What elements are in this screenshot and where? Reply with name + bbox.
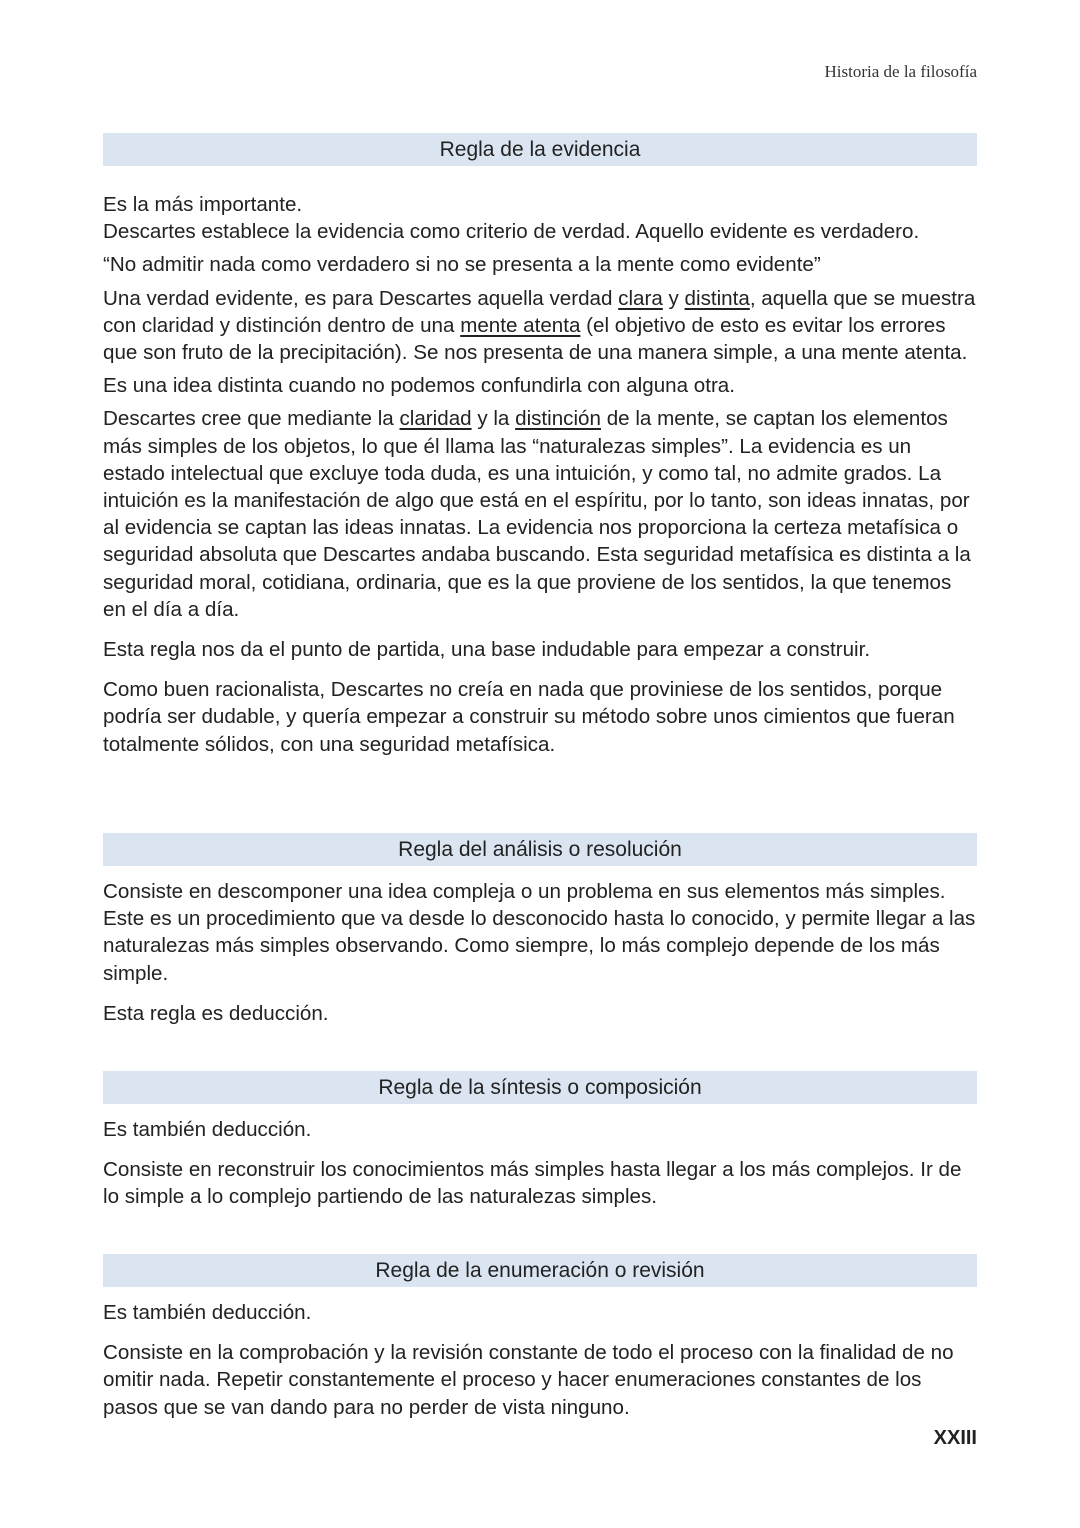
underlined-term: claridad xyxy=(399,407,472,431)
paragraph: Es la más importante. xyxy=(103,193,303,216)
paragraph: Como buen racionalista, Descartes no creía en nada que proviniese de los sentidos, porque podría ser dudable, y quería empezar a construir su método sobre unos cimientos que fueran totalmente sólidos, con una seguridad metafísica. xyxy=(103,678,955,756)
section-title-analisis: Regla del análisis o resolución xyxy=(103,833,977,866)
page-header-title: Historia de la filosofía xyxy=(824,62,977,81)
quote-paragraph: “No admitir nada como verdadero si no se presenta a la mente como evidente” xyxy=(103,253,821,277)
paragraph: Descartes cree que mediante la claridad y la distinción de la mente, se captan los elementos más simples de los objetos, lo que él llama las “naturalezas simples”. La evidencia es un estado intelectual que excluye toda duda, es una intuición, y como tal, no admite grados. La intuición es la manifestación de algo que está en el espíritu, por lo tanto, son ideas innatas, por al evidencia se captan las ideas innatas. La evidencia nos proporciona la certeza metafísica o seguridad absoluta que Descartes andaba buscando. Esta seguridad metafísica es distinta a la seguridad moral, cotidiana, ordinaria, que es la que proviene de los sentidos, la que tenemos en el día a día. xyxy=(103,407,971,621)
paragraph: Consiste en reconstruir los conocimientos más simples hasta llegar a los más complejos. Ir de lo simple a lo complejo partiendo de las naturalezas simples. xyxy=(103,1158,962,1209)
section-body-sintesis xyxy=(103,1116,977,1211)
section-title-evidencia: Regla de la evidencia xyxy=(103,133,977,166)
section-body-analisis xyxy=(103,878,977,1027)
paragraph: Esta regla nos da el punto de partida, una base indudable para empezar a construir. xyxy=(103,638,871,662)
underlined-term: clara xyxy=(618,286,663,310)
section-body-evidencia xyxy=(103,191,977,758)
paragraph: Una verdad evidente, es para Descartes aquella verdad clara y distinta, aquella que se muestra con claridad y distinción dentro de una mente atenta (el objetivo de esto es evitar los errores que son fruto de la precipitación). Se nos presenta de una manera simple, a una mente atenta. xyxy=(103,286,976,365)
underlined-term: distinta xyxy=(684,286,750,310)
paragraph: Es también deducción. xyxy=(103,1301,312,1324)
section-title-sintesis: Regla de la síntesis o composición xyxy=(103,1071,977,1104)
paragraph: Es también deducción. xyxy=(103,1118,312,1141)
paragraph: Es una idea distinta cuando no podemos confundirla con alguna otra. xyxy=(103,374,735,398)
underlined-term: distinción xyxy=(515,407,601,431)
paragraph: Consiste en descomponer una idea compleja o un problema en sus elementos más simples. Este es un procedimiento que va desde lo desconocido hasta lo conocido, y permite llegar a las naturalezas más simples observando. Como siempre, lo más complejo depende de los más simple. xyxy=(103,880,976,985)
paragraph: Consiste en la comprobación y la revisión constante de todo el proceso con la finalidad de no omitir nada. Repetir constantemente el proceso y hacer enumeraciones constantes de los pasos que se van dando para no perder de vista ninguno. xyxy=(103,1341,954,1419)
underlined-term: mente atenta xyxy=(460,313,581,337)
page-number: XXIII xyxy=(933,1427,977,1449)
section-title-enumeracion: Regla de la enumeración o revisión xyxy=(103,1254,977,1287)
paragraph: Esta regla es deducción. xyxy=(103,1001,329,1025)
section-body-enumeracion xyxy=(103,1299,977,1421)
paragraph: Descartes establece la evidencia como criterio de verdad. Aquello evidente es verdadero. xyxy=(103,220,920,244)
